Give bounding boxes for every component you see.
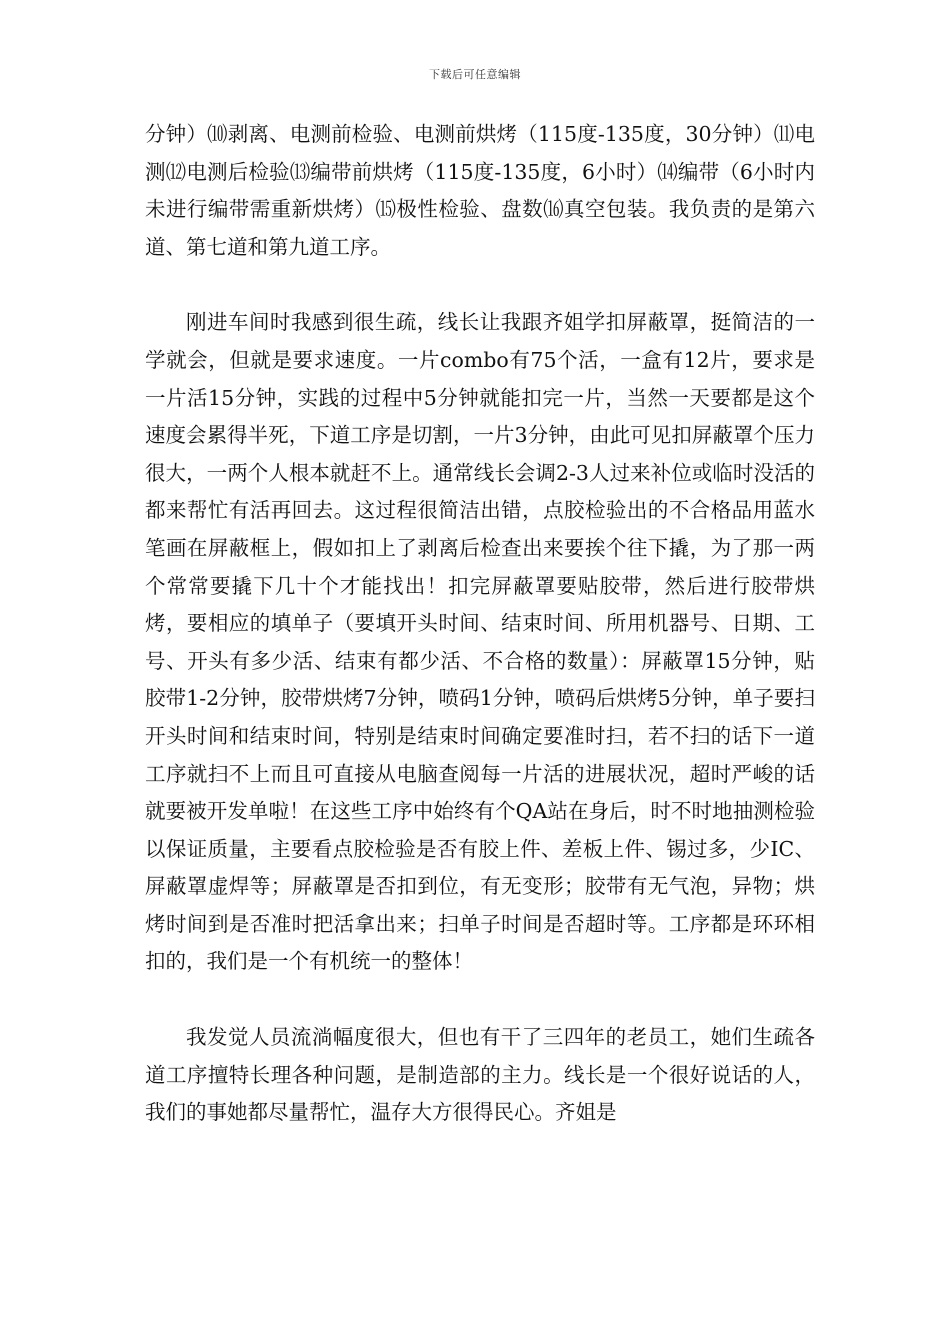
document-body xyxy=(145,116,815,1132)
paragraph-workshop-experience: 刚进车间时我感到很生疏，线长让我跟齐姐学扣屏蔽罩，挺简洁的一学就会，但就是要求速度。一片combo有75个活，一盒有12片，要求是一片活15分钟，实践的过程中5分钟就能扣完一片，当然一天要都是这个速度会累得半死，下道工序是切割，一片3分钟，由此可见扣屏蔽罩个压力很大，一两个人根本就赶不上。通常线长会调2-3人过来补位或临时没活的都来帮忙有活再回去。这过程很简洁出错，点胶检验出的不合格品用蓝水笔画在屏蔽框上，假如扣上了剥离后检查出来要挨个往下撬，为了那一两个常常要撬下几十个才能找出！扣完屏蔽罩要贴胶带，然后进行胶带烘烤，要相应的填单子（要填开头时间、结束时间、所用机器号、日期、工号、开头有多少活、结束有都少活、不合格的数量）：屏蔽罩15分钟，贴胶带1-2分钟，胶带烘烤7分钟，喷码1分钟，喷码后烘烤5分钟，单子要扫开头时间和结束时间，特别是结束时间确定要准时扫，若不扫的话下一道工序就扫不上而且可直接从电脑查阅每一片活的进展状况，超时严峻的话就要被开发单啦！在这些工序中始终有个QA站在身后，时不时地抽测检验以保证质量，主要看点胶检验是否有胶上件、差板上件、锡过多，少IC、屏蔽罩虚焊等；屏蔽罩是否扣到位，有无变形；胶带有无气泡，异物；烘烤时间到是否准时把活拿出来；扫单子时间是否超时等。工序都是环环相扣的，我们是一个有机统一的整体！ xyxy=(145,310,815,974)
paragraph-gap xyxy=(145,981,815,1019)
page-header: 下载后可任意编辑 xyxy=(429,68,521,81)
paragraph-process-list: 分钟）⑽剥离、电测前检验、电测前烘烤（115度-135度，30分钟）⑾电测⑿电测后检验⒀编带前烘烤（115度-135度，6小时）⒁编带（6小时内未进行编带需重新烘烤）⒂极性检验、盘数⒃真空包装。我负责的是第六道、第七道和第九道工序。 xyxy=(145,122,815,259)
paragraph-gap xyxy=(145,266,815,304)
paragraph-staff-observation: 我发觉人员流淌幅度很大，但也有干了三四年的老员工，她们生疏各道工序擅特长理各种问题，是制造部的主力。线长是一个很好说话的人，我们的事她都尽量帮忙，温存大方很得民心。齐姐是 xyxy=(145,1025,815,1125)
